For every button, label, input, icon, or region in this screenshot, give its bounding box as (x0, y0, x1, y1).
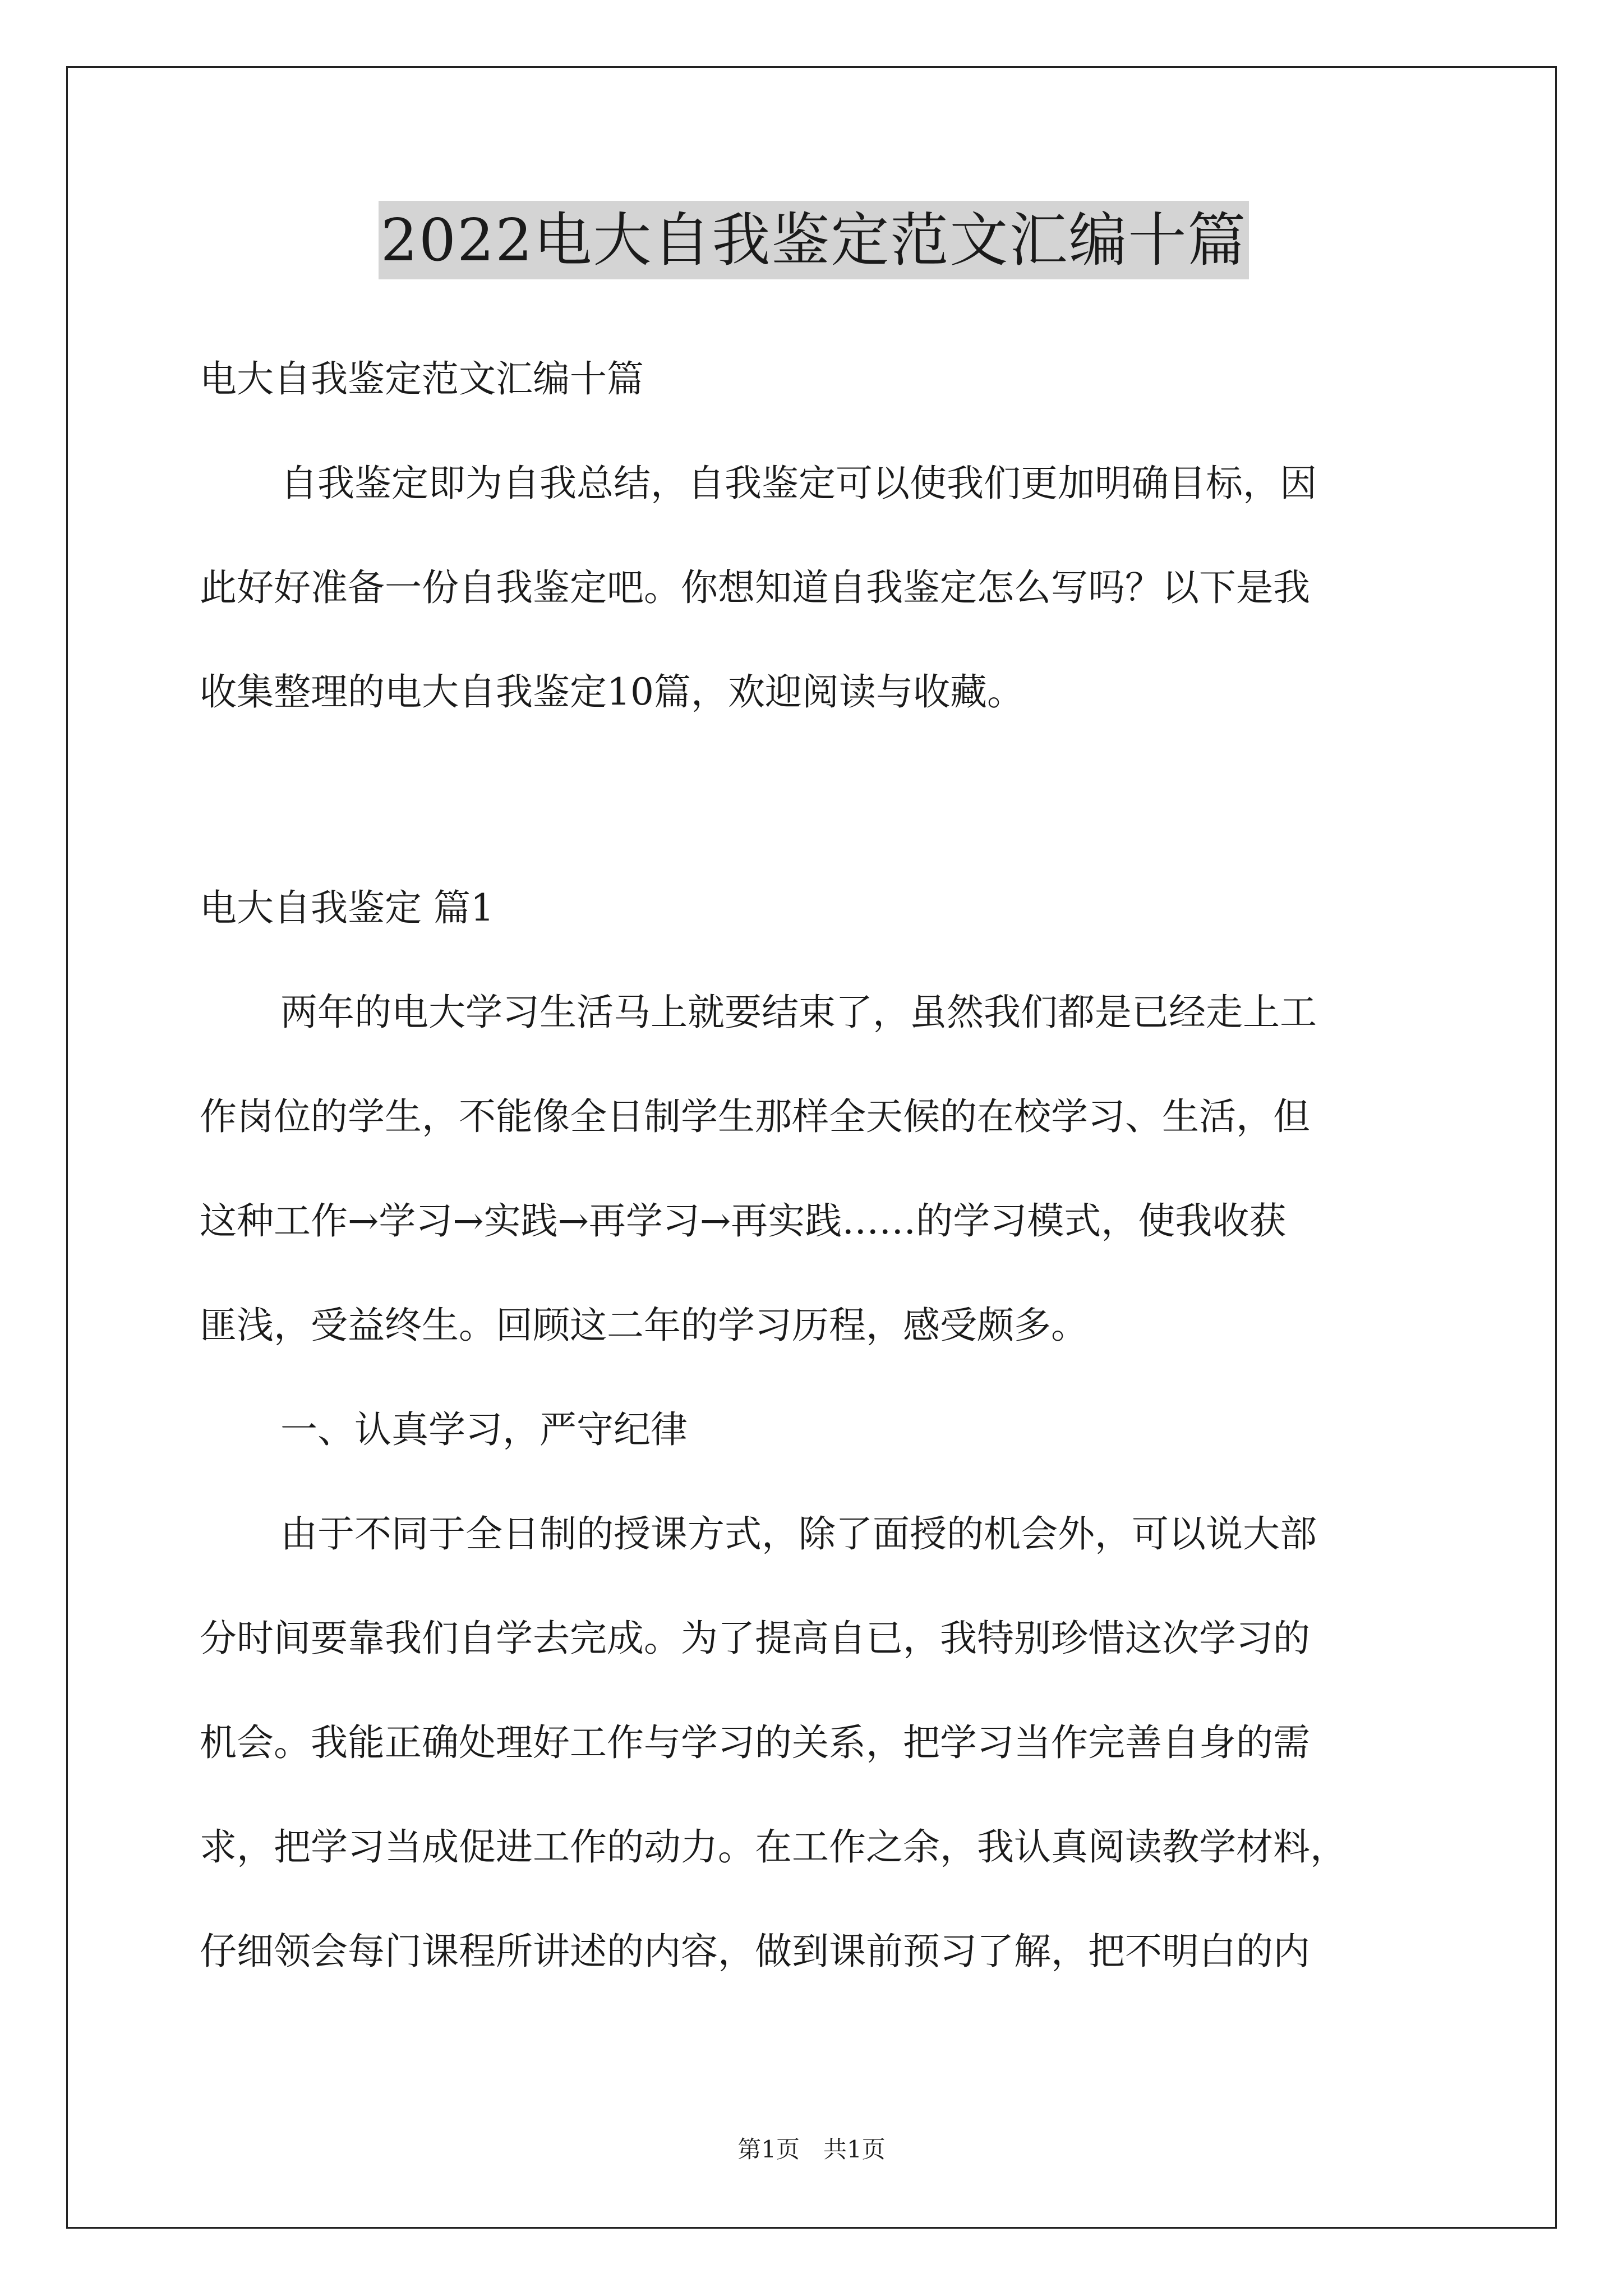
paragraph-line: 两年的电大学习生活马上就要结束了，虽然我们都是已经走上工 (280, 991, 1317, 1034)
intro-line: 收集整理的电大自我鉴定10篇，欢迎阅读与收藏。 (200, 670, 1024, 714)
subheading: 一、认真学习，严守纪律 (280, 1408, 688, 1451)
paragraph-line: 这种工作→学习→实践→再学习→再实践……的学习模式，使我收获 (200, 1199, 1287, 1243)
paragraph-line: 匪浅，受益终生。回顾这二年的学习历程，感受颇多。 (200, 1304, 1088, 1347)
paragraph-line: 机会。我能正确处理好工作与学习的关系，把学习当作完善自身的需 (200, 1721, 1310, 1764)
paragraph-line: 作岗位的学生，不能像全日制学生那样全天候的在校学习、生活，但 (200, 1095, 1310, 1138)
section-heading: 电大自我鉴定 篇1 (200, 886, 494, 930)
paragraph-line: 由于不同于全日制的授课方式，除了面授的机会外，可以说大部 (280, 1512, 1317, 1556)
document-title: 2022电大自我鉴定范文汇编十篇 (379, 201, 1249, 279)
intro-line: 此好好准备一份自我鉴定吧。你想知道自我鉴定怎么写吗？以下是我 (200, 566, 1310, 609)
paragraph-line: 求，把学习当成促进工作的动力。在工作之余，我认真阅读教学材料， (200, 1825, 1347, 1869)
paragraph-line: 仔细领会每门课程所讲述的内容，做到课前预习了解，把不明白的内 (200, 1930, 1310, 1973)
paragraph-line: 分时间要靠我们自学去完成。为了提高自已，我特别珍惜这次学习的 (200, 1617, 1310, 1660)
page-footer: 第1页 共1页 (737, 2136, 886, 2163)
title-container (200, 201, 1428, 279)
intro-line: 自我鉴定即为自我总结，自我鉴定可以使我们更加明确目标，因 (280, 462, 1317, 505)
document-subtitle: 电大自我鉴定范文汇编十篇 (200, 357, 644, 401)
